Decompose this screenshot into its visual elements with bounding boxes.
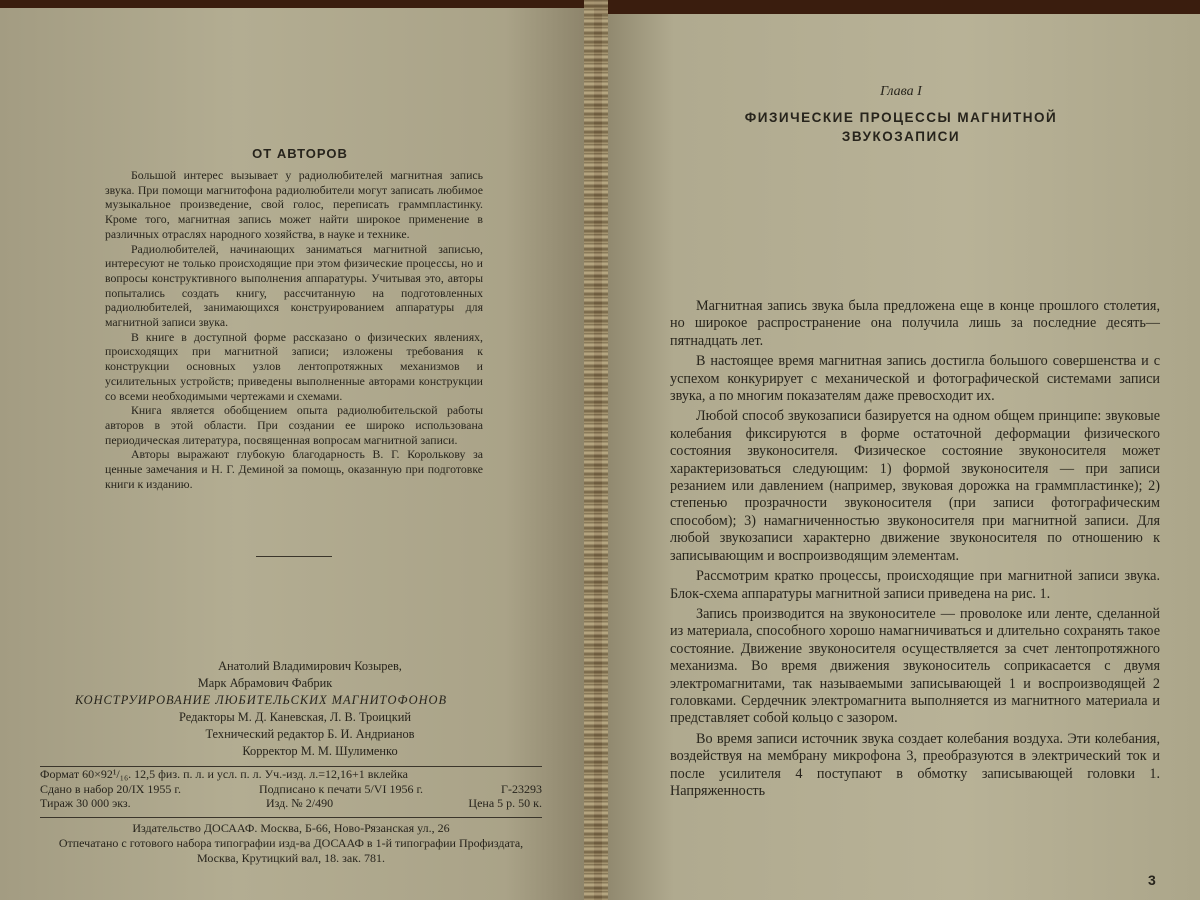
specs-row (40, 782, 542, 797)
body-paragraph: Любой способ звукозаписи базируется на одном общем принципе: звуковые колебания фиксируются в форме остаточной деформации физического состояния звуконосителя. Физическое состояние звуконосителя может характеризоваться следующим: 1) формой звуконосителя — при записи резанием или давлением (например, звуковая дорожка на граммпластинке); 2) степенью прозрачности звуконосителя (при записи фотографическим способом); 3) намагниченностью звуконосителя при магнитной записи. Для любой звукозаписи характерно движение звуконосителя по отношению к записывающим и воспроизводящим элементам. (670, 408, 1160, 564)
body-paragraph: В настоящее время магнитная запись достигла большого совершенства и с успехом конкурирует с механической и фотографической системами записи звука, а по многим показателям даже превосходит их. (670, 353, 1160, 405)
editors: Редакторы М. Д. Каневская, Л. В. Троицкий (179, 710, 411, 724)
section-divider (256, 556, 332, 557)
signed-to-print: Подписано к печати 5/VI 1956 г. (258, 781, 424, 796)
printer-info: Отпечатано с готового набора типографии изд-ва ДОСААФ в 1-й типографии Профиздата, Москва, Крутицкий вал, 18. зак. 781. (58, 835, 524, 865)
authors (40, 658, 540, 692)
author-name: Марк Абрамович Фабрик (197, 676, 333, 690)
preface-title: ОТ АВТОРОВ (252, 146, 348, 161)
publisher-info (40, 817, 542, 865)
author-name: Анатолий Владимирович Козырев, (218, 659, 402, 673)
order-code: Г-23293 (501, 781, 542, 796)
chapter-label: Глава I (880, 84, 922, 99)
body-paragraph: Во время записи источник звука создает колебания воздуха. Эти колебания, воздействуя на мембрану микрофона 3, преобразуются в электрический ток и после усилителя 4 поступают в обмотку записывающей головки 1. Напряженность (670, 730, 1160, 799)
specs-row (40, 796, 542, 811)
chapter-title (602, 108, 1200, 146)
corrector: Корректор М. М. Шулименко (242, 744, 398, 758)
page-number: 3 (1148, 872, 1156, 888)
chapter-title-line: ЗВУКОЗАПИСИ (841, 129, 961, 144)
preface-text (105, 168, 483, 491)
print-specs (40, 766, 542, 811)
book-title: КОНСТРУИРОВАНИЕ ЛЮБИТЕЛЬСКИХ МАГНИТОФОНОВ (75, 693, 448, 707)
technical-editor: Технический редактор Б. И. Андрианов (205, 727, 415, 741)
body-paragraph: Запись производится на звуконосителе — проволоке или ленте, сделанной из материала, способного хорошо намагничиваться и длительно сохранять такое состояние. Движение звуконосителя осуществляется за счет лентопротяжного механизма. Во время движения звуконоситель соприкасается с двумя электромагнитами, так называемыми записывающей 1 и воспроизводящей 2 головками. Сердечник электромагнита выполняется из магнитного материала и представляет собой кольцо с зазором. (670, 605, 1160, 727)
preface-paragraph: Большой интерес вызывает у радиолюбителей магнитная запись звука. При помощи магнитофона радиолюбители могут записать любимое музыкальное произведение, свой голос, переписать граммпластинку. Кроме того, магнитная запись может найти широкое применение в различных отраслях народного хозяйства, в науке и технике. (105, 168, 483, 241)
preface-paragraph: В книге в доступной форме рассказано о физических явлениях, происходящих при магнитной записи; изложены требования к конструкции основных узлов лентопротяжных механизмов и усилительных устройств; приведены выполненные авторами конструкции со всеми необходимыми чертежами и схемами. (105, 329, 483, 403)
imprint-block (40, 658, 540, 760)
format-line: Формат 60×92¹/₁₆. 12,5 физ. п. л. и усл. п. л. Уч.-изд. л.=12,16+1 вклейка (40, 767, 408, 781)
print-run: Тираж 30 000 экз. (40, 796, 131, 810)
preface-paragraph: Радиолюбителей, начинающих заниматься магнитной записью, интересуют не только происходящие при этом физические процессы, но и вопросы конструктивного выполнения аппаратуры. Учитывая это, авторы попытались создать книгу, рассчитанную на подготовленных радиолюбителей, занимающихся конструированием аппаратуры для магнитной записи звука. (105, 241, 483, 330)
edition-number: Изд. № 2/490 (265, 796, 334, 810)
staff (40, 709, 540, 760)
body-paragraph: Рассмотрим кратко процессы, происходящие при магнитной записи звука. Блок-схема аппаратуры магнитной записи приведена на рис. 1. (670, 568, 1160, 602)
sent-to-print: Сдано в набор 20/IX 1955 г. (40, 781, 181, 796)
publisher-address: Издательство ДОСААФ. Москва, Б-66, Ново-Рязанская ул., 26 (132, 821, 450, 835)
preface-paragraph: Авторы выражают глубокую благодарность В. Г. Королькову за ценные замечания и Н. Г. Деминой за помощь, оказанную при подготовке книги к изданию. (105, 447, 483, 491)
specs-row (40, 767, 542, 782)
chapter-title-line: ФИЗИЧЕСКИЕ ПРОЦЕССЫ МАГНИТНОЙ (744, 110, 1058, 125)
chapter-body (670, 298, 1160, 803)
price: Цена 5 р. 50 к. (468, 796, 542, 810)
body-paragraph: Магнитная запись звука была предложена еще в конце прошлого столетия, но широкое распространение она получила лишь за последние десять—пятнадцать лет. (670, 298, 1160, 349)
preface-paragraph: Книга является обобщением опыта радиолюбительской работы авторов в этой области. При создании ее широко использована периодическая литература, посвященная вопросам магнитной записи. (105, 403, 483, 447)
